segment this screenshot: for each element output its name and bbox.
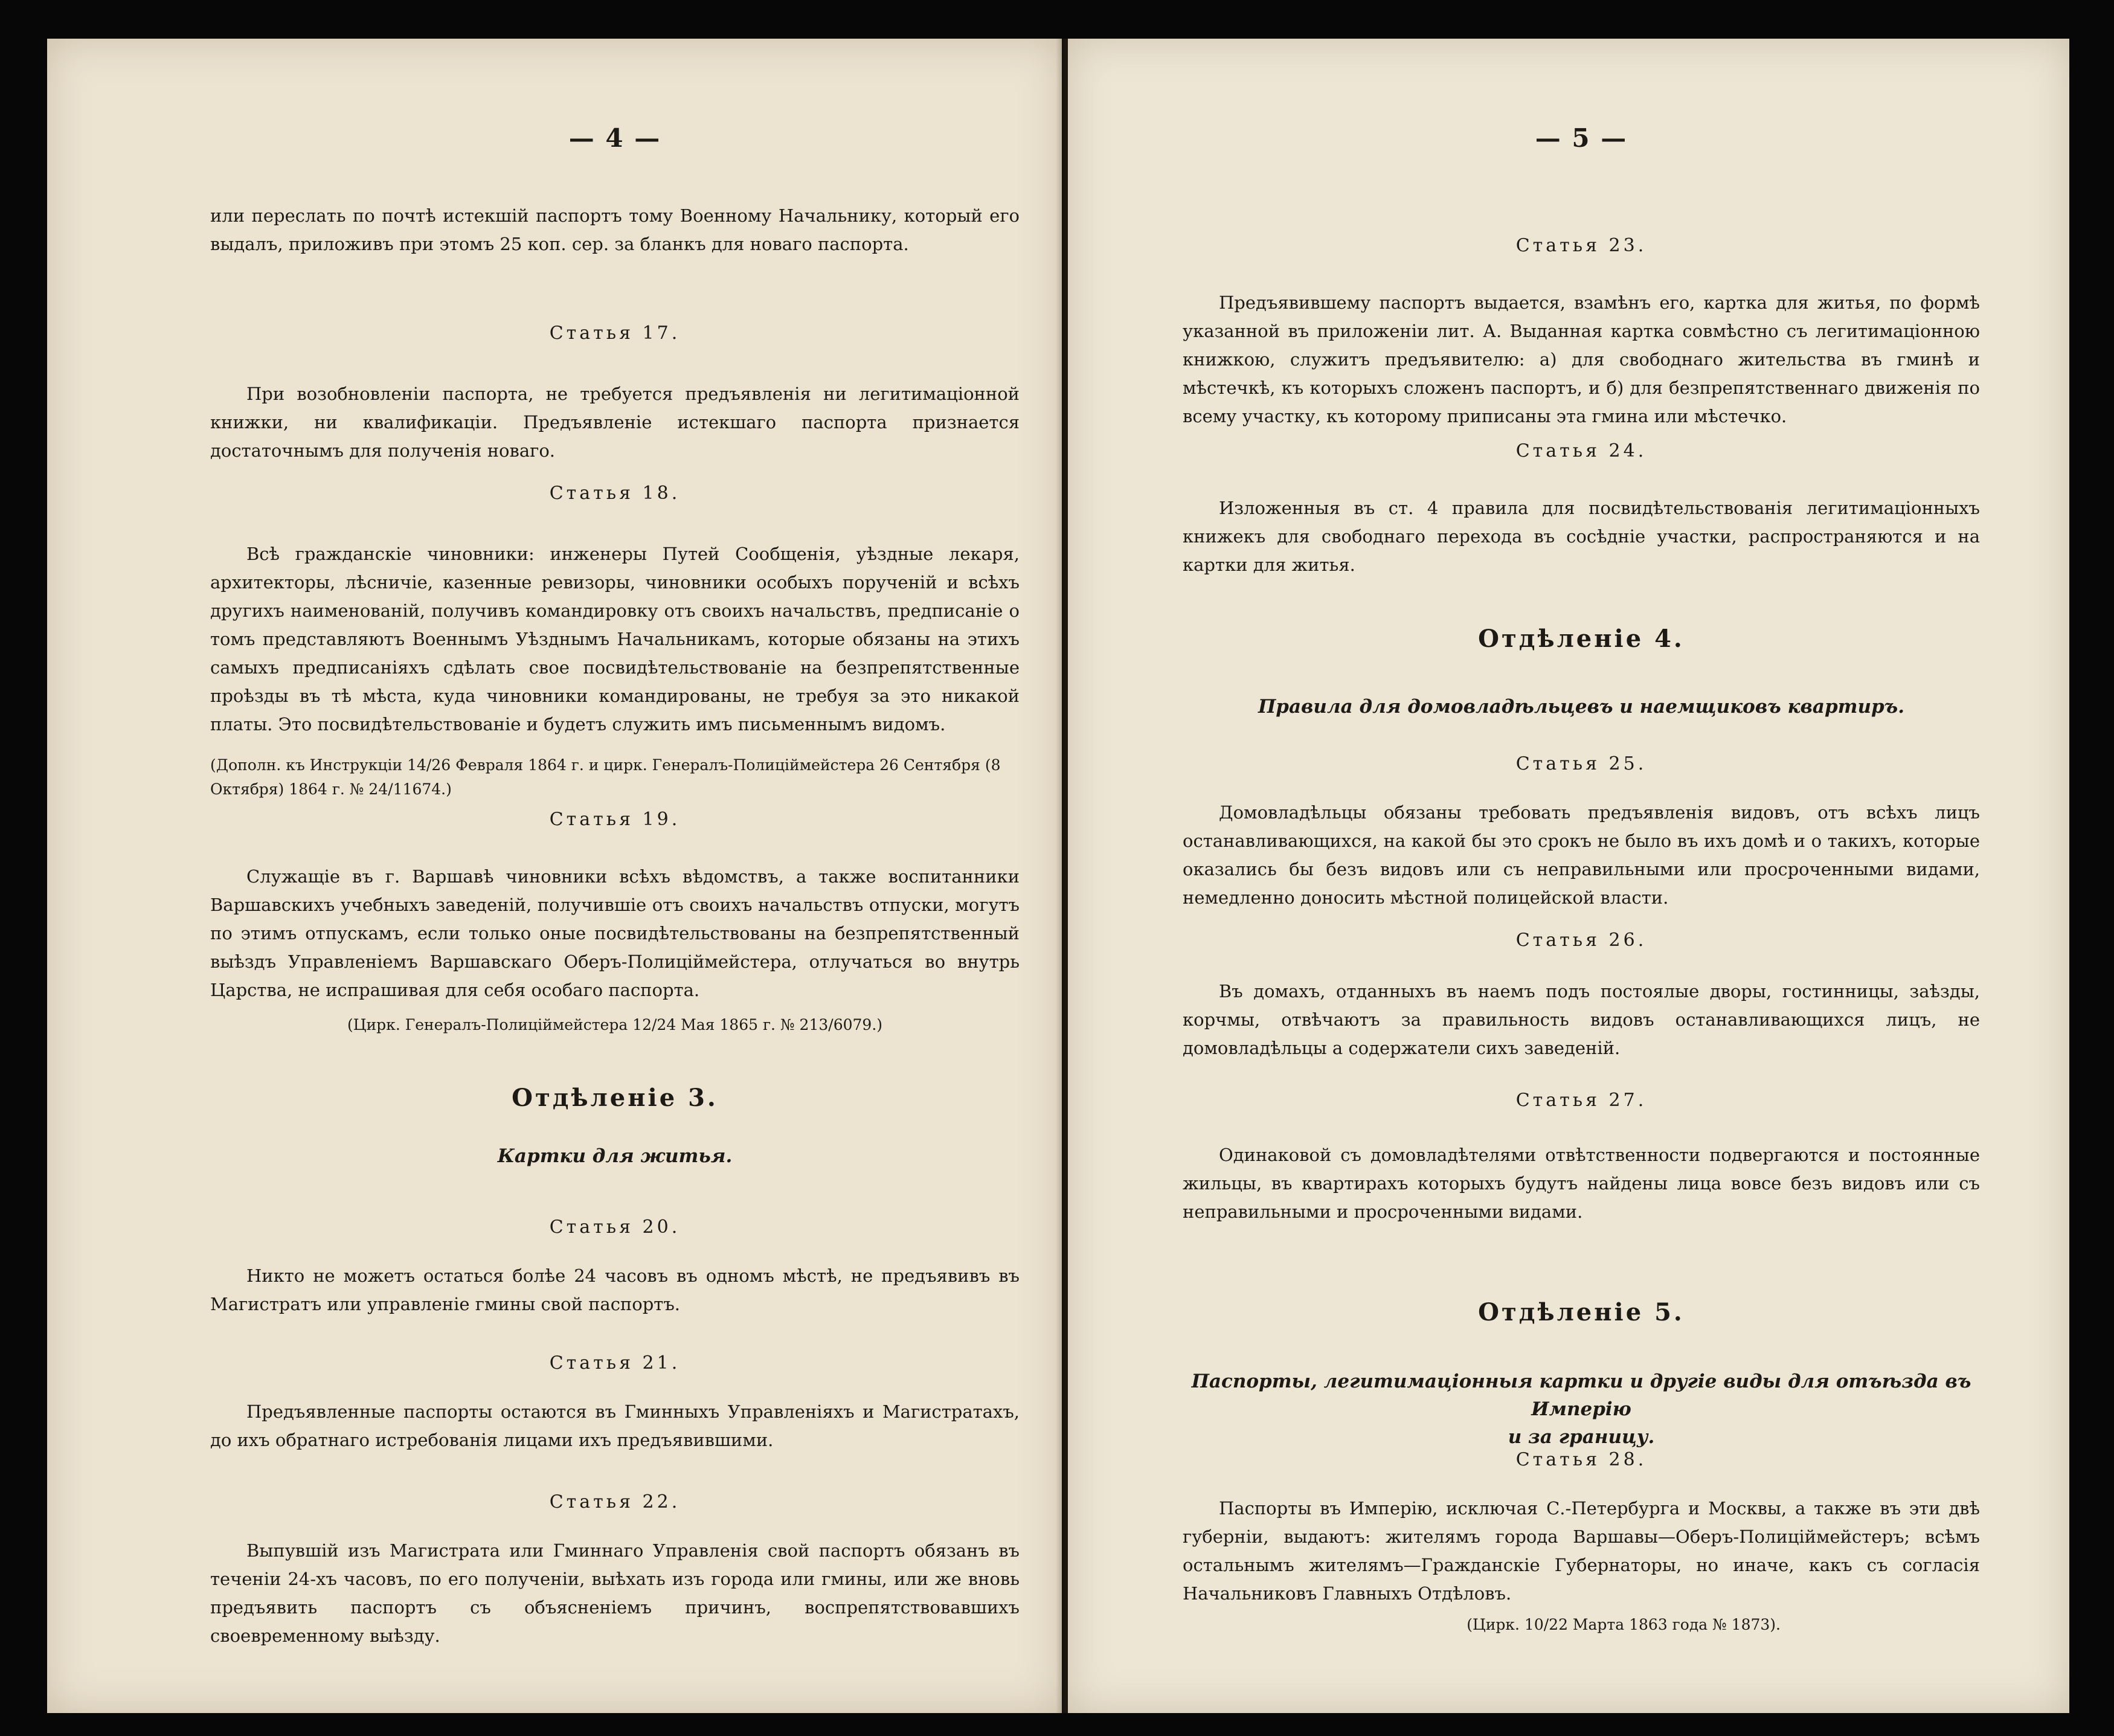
opening-paragraph: или переслать по почтѣ истекшій паспортъ тому Военному Начальнику, который его выдалъ, приложивъ при этомъ 25 коп. сер. за бланкъ для новаго паспорта. (210, 205, 1020, 254)
section-5 (1183, 1298, 1980, 1451)
article-heading: Статья 24. (1515, 440, 1647, 461)
article-text: Никто не можетъ остаться болѣе 24 часовъ въ одномъ мѣстѣ, не предъявивъ въ Магистратъ или управленіе гмины свой паспортъ. (210, 1265, 1020, 1314)
article-heading: Статья 26. (1515, 930, 1647, 951)
article-25 (1183, 753, 1980, 912)
section-subtitle-line-2: и за границу. (1508, 1426, 1655, 1448)
article-heading: Статья 27. (1515, 1090, 1647, 1111)
article-text: Выпувшій изъ Магистрата или Гминнаго Управленія свой паспортъ обязанъ въ теченіи 24-хъ часовъ, по его полученіи, выѣхать изъ города или гмины, или же вновь предъявить паспортъ съ объясненіемъ причинъ, воспрепятствовавшихъ своевременному выѣзду. (210, 1540, 1020, 1646)
section-heading: Отдѣленіе 3. (512, 1084, 718, 1112)
section-heading: Отдѣленіе 4. (1478, 625, 1685, 653)
article-19 (210, 809, 1020, 1037)
article-text: Паспорты въ Имперію, исключая С.-Петербурга и Москвы, а также въ эти двѣ губерніи, выдаютъ: жителямъ города Варшавы—Оберъ-Полицiймейстеръ; всѣмъ остальнымъ жителямъ—Гражданскіе Губернаторы, но иначе, какъ съ согласія Начальниковъ Главныхъ Отдѣловъ. (1183, 1498, 1980, 1604)
article-heading: Статья 18. (549, 483, 681, 504)
article-18 (210, 483, 1020, 802)
article-22 (210, 1491, 1020, 1650)
article-heading: Статья 25. (1515, 753, 1647, 774)
article-text: Предъявленные паспорты остаются въ Гминныхъ Управленіяхъ и Магистратахъ, до ихъ обратнаго истребованія лицами ихъ предъявившими. (210, 1401, 1020, 1450)
article-heading: Статья 23. (1515, 235, 1647, 256)
article-24 (1183, 440, 1980, 579)
article-20 (210, 1217, 1020, 1319)
citation: (Дополн. къ Инструкціи 14/26 Февраля 1864 г. и цирк. Генералъ-Полицiймейстера 26 Сентября (8 Октября) 1864 г. № 24/11674.) (210, 756, 1001, 798)
article-text: Всѣ гражданскіе чиновники: инженеры Путей Сообщенія, уѣздные лекаря, архитекторы, лѣсничіе, казенные ревизоры, чиновники особыхъ порученій и всѣхъ другихъ наименованій, получивъ командировку отъ своихъ начальствъ, предписаніе о томъ представляютъ Военнымъ Уѣзднымъ Начальникамъ, которые обязаны на этихъ самыхъ предписаніяхъ сдѣлать свое посвидѣтельствованіе на безпрепятственные проѣзды въ тѣ мѣста, куда чиновники командированы, не требуя за это никакой платы. Это посвидѣтельствованіе и будетъ служить имъ письменнымъ видомъ. (210, 544, 1020, 735)
article-17 (210, 323, 1020, 465)
article-heading: Статья 19. (549, 809, 681, 830)
section-4 (1183, 625, 1980, 721)
citation: (Цирк. 10/22 Марта 1863 года № 1873). (1467, 1616, 1781, 1633)
article-28 (1183, 1449, 1980, 1637)
citation: (Цирк. Генералъ-Полицiймейстера 12/24 Мая 1865 г. № 213/6079.) (347, 1016, 883, 1034)
opening-text-block (210, 202, 1020, 259)
section-heading: Отдѣленіе 5. (1478, 1298, 1685, 1326)
article-text: Предъявившему паспортъ выдается, взамѣнъ его, картка для житья, по формѣ указанной въ приложеніи лит. А. Выданная картка совмѣстно съ легитимаціонною книжкою, служитъ предъявителю: а) для свободнаго жительства въ гминѣ и мѣстечкѣ, къ которыхъ сложенъ паспортъ, и б) для безпрепятственнаго движенія по всему участку, къ которому приписаны эта гмина или мѣстечко. (1183, 292, 1980, 426)
article-text: Служащіе въ г. Варшавѣ чиновники всѣхъ вѣдомствъ, а также воспитанники Варшавскихъ учебныхъ заведеній, получившіе отъ своихъ начальствъ отпуски, могутъ по этимъ отпускамъ, если только оные посвидѣтельствованы на безпрепятственный выѣздъ Управленіемъ Варшавскаго Оберъ-Полицiймейстера, отлучаться во внутрь Царства, не испрашивая для себя особаго паспорта. (210, 866, 1020, 1000)
page-number: — 4 — (568, 123, 661, 153)
section-3 (210, 1084, 1020, 1170)
section-subtitle: Картки для житья. (497, 1145, 733, 1167)
article-21 (210, 1352, 1020, 1455)
article-heading: Статья 28. (1515, 1449, 1647, 1470)
article-27 (1183, 1090, 1980, 1226)
article-text: Одинаковой съ домовладѣтелями отвѣтственности подвергаются и постоянные жильцы, въ квартирахъ которыхъ будутъ найдены лица вовсе безъ видовъ или съ неправильными и просроченными видами. (1183, 1145, 1980, 1222)
article-text: Изложенныя въ ст. 4 правила для посвидѣтельствованія легитимаціонныхъ книжекъ для свободнаго перехода въ сосѣдніе участки, распространяются и на картки для житья. (1183, 498, 1980, 575)
page-number: — 5 — (1535, 123, 1628, 153)
article-heading: Статья 17. (549, 323, 681, 344)
left-page (47, 39, 1062, 1713)
section-subtitle-line-1: Паспорты, легитимаціонныя картки и другіе виды для отъѣзда въ Имперію (1191, 1371, 1971, 1420)
article-heading: Статья 21. (549, 1352, 681, 1374)
article-heading: Статья 20. (549, 1217, 681, 1238)
article-text: При возобновленіи паспорта, не требуется предъявленія ни легитимаціонной книжки, ни квалификаціи. Предъявленіе истекшаго паспорта признается достаточнымъ для полученія новаго. (210, 384, 1020, 461)
article-26 (1183, 930, 1980, 1062)
right-page (1068, 39, 2069, 1713)
article-text: Въ домахъ, отданныхъ въ наемъ подъ постоялые дворы, гостинницы, заѣзды, корчмы, отвѣчаютъ за правильность видовъ останавливающихся лицъ, не домовладѣльцы а содержатели сихъ заведеній. (1183, 981, 1980, 1058)
section-subtitle: Правила для домовладѣльцевъ и наемщиковъ квартиръ. (1258, 696, 1904, 718)
article-23 (1183, 235, 1980, 431)
article-text: Домовладѣльцы обязаны требовать предъявленія видовъ, отъ всѣхъ лицъ останавливающихся, на какой бы это срокъ не было въ ихъ домѣ и о такихъ, которые оказались бы безъ видовъ или съ неправильными или просроченными видами, немедленно доносить мѣстной полицейской власти. (1183, 802, 1980, 908)
article-heading: Статья 22. (549, 1491, 681, 1513)
